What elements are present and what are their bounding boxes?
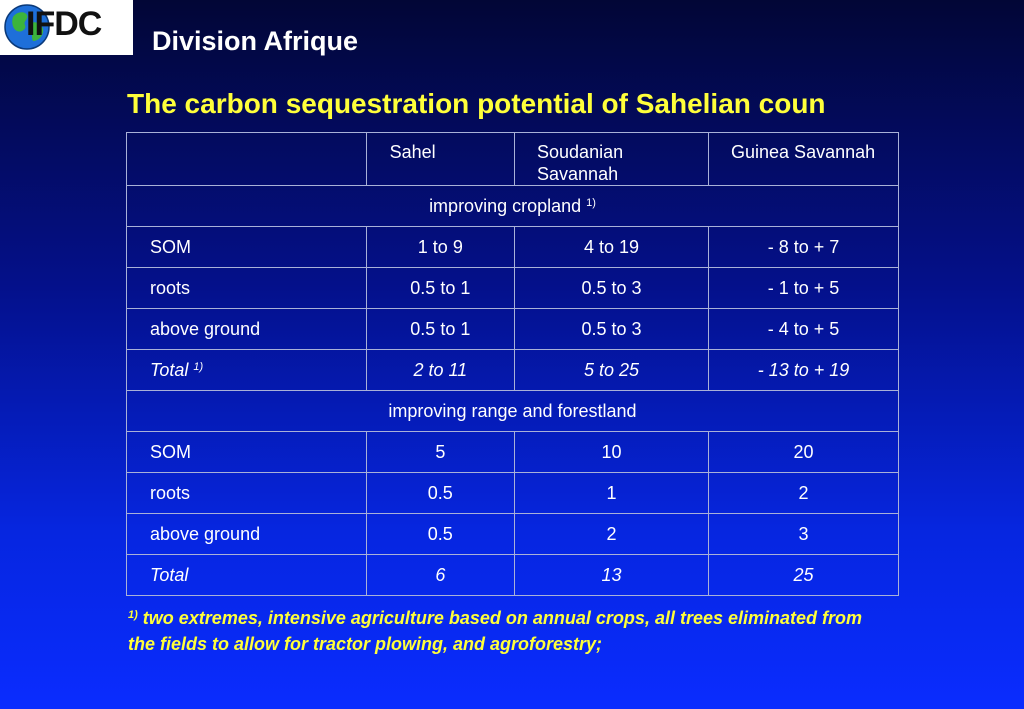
cell-guinea: 3 [709, 514, 899, 555]
section-row-range-forest [127, 391, 899, 432]
footnote-marker: 1) [586, 197, 596, 209]
cell-guinea: - 1 to + 5 [709, 268, 899, 309]
section-title-range-forest: improving range and forestland [127, 391, 899, 432]
cell-sahel: 5 [366, 432, 514, 473]
slide-title: The carbon sequestration potential of Sahelian coun [127, 88, 826, 119]
cell-soudanian: 0.5 to 3 [515, 309, 709, 350]
cell-guinea: 20 [709, 432, 899, 473]
cell-soudanian: 10 [515, 432, 709, 473]
cell-soudanian: 0.5 to 3 [515, 268, 709, 309]
section-row-cropland [127, 186, 899, 227]
total-row-cropland [127, 350, 899, 391]
total-label-text: Total [150, 360, 189, 380]
carbon-sequestration-table [126, 132, 899, 596]
footnote-marker: 1) [193, 361, 204, 373]
header-cell-sahel: Sahel [366, 133, 514, 186]
cell-sahel: 0.5 [366, 514, 514, 555]
cell-sahel: 0.5 [366, 473, 514, 514]
total-soudanian: 5 to 25 [515, 350, 709, 391]
total-label: Total [127, 555, 367, 596]
total-sahel: 6 [366, 555, 514, 596]
table-row [127, 268, 899, 309]
footnote [128, 605, 888, 657]
total-guinea: - 13 to + 19 [709, 350, 899, 391]
row-label: roots [127, 268, 367, 309]
total-soudanian: 13 [515, 555, 709, 596]
total-row-range-forest [127, 555, 899, 596]
table-row [127, 432, 899, 473]
row-label: roots [127, 473, 367, 514]
total-label [127, 350, 367, 391]
total-sahel: 2 to 11 [366, 350, 514, 391]
table-row [127, 227, 899, 268]
total-guinea: 25 [709, 555, 899, 596]
table-row [127, 473, 899, 514]
table-row [127, 514, 899, 555]
section-title-cropland [127, 186, 899, 227]
row-label: SOM [127, 227, 367, 268]
ifdc-logo [0, 0, 133, 55]
cell-soudanian: 4 to 19 [515, 227, 709, 268]
logo-text: IFDC [26, 5, 102, 43]
cell-sahel: 1 to 9 [366, 227, 514, 268]
cell-guinea: 2 [709, 473, 899, 514]
row-label: above ground [127, 514, 367, 555]
cell-guinea: - 4 to + 5 [709, 309, 899, 350]
row-label: above ground [127, 309, 367, 350]
table-header-row [127, 133, 899, 186]
cell-soudanian: 1 [515, 473, 709, 514]
cell-guinea: - 8 to + 7 [709, 227, 899, 268]
footnote-text: two extremes, intensive agriculture based on annual crops, all trees eliminated from the fields to allow for tractor plowing, and agroforestry; [128, 608, 863, 654]
footnote-marker: 1) [128, 609, 138, 621]
division-title: Division Afrique [152, 26, 359, 56]
cell-sahel: 0.5 to 1 [366, 268, 514, 309]
table-row [127, 309, 899, 350]
cell-soudanian: 2 [515, 514, 709, 555]
header-cell-guinea: Guinea Savannah [709, 133, 899, 186]
cell-sahel: 0.5 to 1 [366, 309, 514, 350]
section-title-text: improving cropland [429, 196, 582, 216]
header-cell-soudanian: Soudanian Savannah [515, 133, 709, 186]
header-cell-empty [127, 133, 367, 186]
row-label: SOM [127, 432, 367, 473]
